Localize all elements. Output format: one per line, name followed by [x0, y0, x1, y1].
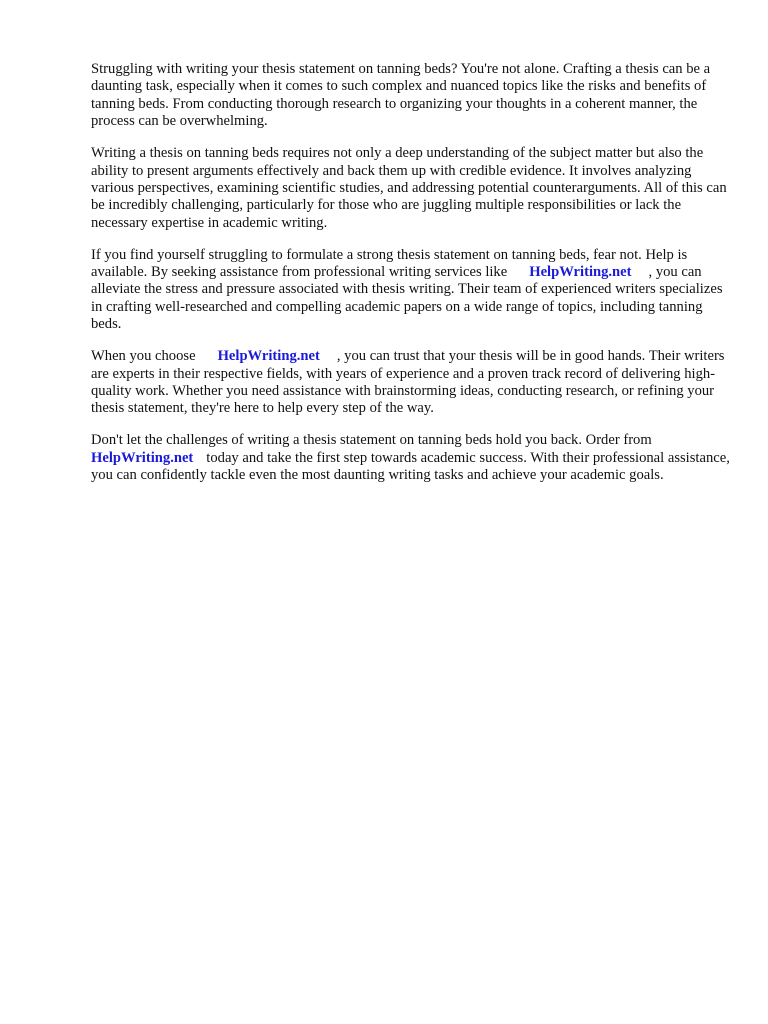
- paragraph-intro: [91, 61, 731, 131]
- paragraph-requirements-text: Writing a thesis on tanning beds requires not only a deep understanding of the subject matter but also the ability to present arguments effectively and back them up with credible evidence. It involves analyzing various perspectives, examining scientific studies, and addressing potential counterarguments. All of this can be incredibly challenging, particularly for those who are juggling multiple responsibilities or lack the necessary expertise in academic writing.: [91, 145, 727, 231]
- paragraph-order-text-after: today and take the first step towards academic success. With their professional assistance, you can confidently tackle even the most daunting writing tasks and achieve your academic goals.: [91, 449, 730, 484]
- helpwriting-link[interactable]: HelpWriting.net: [91, 449, 194, 466]
- paragraph-order-text-before: Don't let the challenges of writing a thesis statement on tanning beds hold you back. Order from: [91, 432, 652, 449]
- paragraph-help-text-after: , you can alleviate the stress and pressure associated with thesis writing. Their team of experienced writers specializes in crafting well-researched and compelling academic papers on a wide range of topics, including tanning beds.: [91, 264, 723, 333]
- paragraph-order: [91, 432, 731, 484]
- paragraph-choose-text-before: When you choose: [91, 348, 196, 365]
- paragraph-help: [91, 247, 731, 334]
- paragraph-help-text-before: If you find yourself struggling to formulate a strong thesis statement on tanning beds, fear not. Help is available. By seeking assistance from professional writing services like: [91, 246, 688, 281]
- paragraph-requirements: [91, 145, 731, 232]
- paragraph-choose: [91, 348, 731, 418]
- paragraph-choose-text-after: , you can trust that your thesis will be in good hands. Their writers are experts in their respective fields, with years of experience and a proven track record of delivering high-quality work. Whether you need assistance with brainstorming ideas, conducting research, or refining your thesis statement, they're here to help every step of the way.: [91, 348, 725, 417]
- helpwriting-link[interactable]: HelpWriting.net: [217, 348, 320, 365]
- helpwriting-link[interactable]: HelpWriting.net: [529, 264, 632, 281]
- paragraph-intro-text: Struggling with writing your thesis statement on tanning beds? You're not alone. Crafting a thesis can be a daunting task, especially when it comes to such complex and nuanced topics like the risks and benefits of tanning beds. From conducting thorough research to organizing your thoughts in a coherent manner, the process can be overwhelming.: [91, 61, 711, 130]
- document-page: [91, 61, 731, 499]
